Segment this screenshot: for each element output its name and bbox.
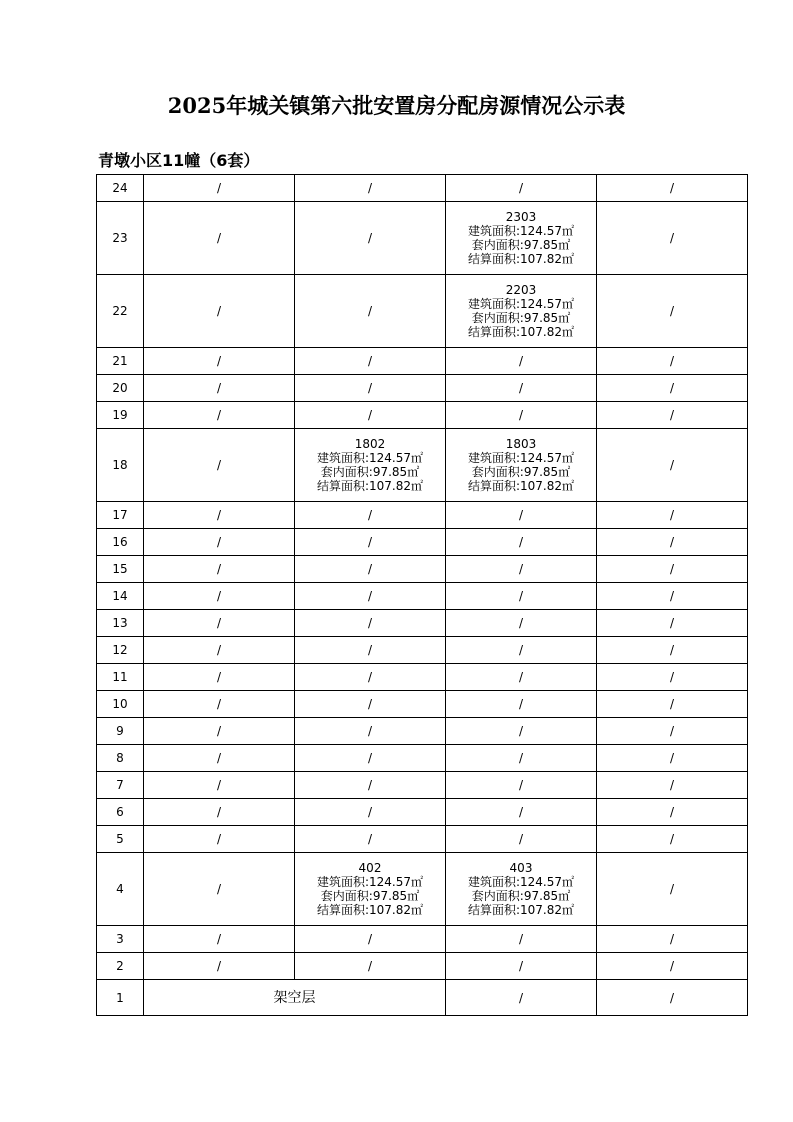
empty-cell: / <box>446 375 597 402</box>
empty-cell: / <box>597 799 748 826</box>
empty-cell: / <box>446 583 597 610</box>
empty-cell: / <box>446 556 597 583</box>
empty-cell: / <box>144 664 295 691</box>
empty-cell: / <box>446 799 597 826</box>
empty-cell: / <box>446 953 597 980</box>
empty-cell: / <box>144 375 295 402</box>
floor-number: 14 <box>97 583 144 610</box>
table-row <box>97 853 748 926</box>
empty-cell: / <box>597 502 748 529</box>
empty-cell: / <box>597 926 748 953</box>
empty-cell: / <box>295 718 446 745</box>
unit-settle-area: 结算面积:107.82㎡ <box>316 903 424 917</box>
empty-cell: / <box>446 175 597 202</box>
table-row <box>97 826 748 853</box>
empty-cell: / <box>144 502 295 529</box>
empty-cell: / <box>144 826 295 853</box>
unit-building-area: 建筑面积:124.57㎡ <box>467 224 575 238</box>
table-row <box>97 529 748 556</box>
empty-cell: / <box>295 926 446 953</box>
floor-number: 22 <box>97 275 144 348</box>
empty-cell: / <box>295 275 446 348</box>
unit-building-area: 建筑面积:124.57㎡ <box>467 451 575 465</box>
empty-cell: / <box>144 583 295 610</box>
empty-cell: / <box>446 745 597 772</box>
unit-cell <box>446 275 597 348</box>
table-row <box>97 556 748 583</box>
table-row <box>97 691 748 718</box>
unit-inner-area: 套内面积:97.85㎡ <box>471 311 571 325</box>
unit-building-area: 建筑面积:124.57㎡ <box>467 875 575 889</box>
table-row <box>97 637 748 664</box>
empty-cell: / <box>144 556 295 583</box>
empty-cell: / <box>295 375 446 402</box>
empty-cell: / <box>597 772 748 799</box>
empty-cell: / <box>144 610 295 637</box>
empty-cell: / <box>446 402 597 429</box>
empty-cell: / <box>446 637 597 664</box>
unit-number: 403 <box>509 861 533 875</box>
building-title: 青墩小区11幢（6套） <box>98 151 260 170</box>
empty-cell: / <box>295 637 446 664</box>
empty-cell: / <box>144 637 295 664</box>
unit-number: 2303 <box>505 210 537 224</box>
housing-allocation-table <box>96 174 748 1016</box>
pilotis-label: 架空层 <box>144 980 446 1016</box>
floor-number: 24 <box>97 175 144 202</box>
unit-inner-area: 套内面积:97.85㎡ <box>320 889 420 903</box>
empty-cell: / <box>597 175 748 202</box>
empty-cell: / <box>144 718 295 745</box>
table-row <box>97 402 748 429</box>
table-row <box>97 175 748 202</box>
empty-cell: / <box>295 799 446 826</box>
floor-number: 4 <box>97 853 144 926</box>
table-row <box>97 610 748 637</box>
page-title: 2025年城关镇第六批安置房分配房源情况公示表 <box>167 93 626 118</box>
table-row <box>97 772 748 799</box>
empty-cell: / <box>295 402 446 429</box>
unit-settle-area: 结算面积:107.82㎡ <box>467 903 575 917</box>
empty-cell: / <box>295 772 446 799</box>
empty-cell: / <box>597 691 748 718</box>
table-row <box>97 745 748 772</box>
empty-cell: / <box>295 664 446 691</box>
table-row <box>97 202 748 275</box>
empty-cell: / <box>597 980 748 1016</box>
table-row <box>97 348 748 375</box>
floor-number: 20 <box>97 375 144 402</box>
floor-number: 23 <box>97 202 144 275</box>
empty-cell: / <box>144 275 295 348</box>
empty-cell: / <box>446 529 597 556</box>
table-row <box>97 429 748 502</box>
unit-inner-area: 套内面积:97.85㎡ <box>320 465 420 479</box>
unit-number: 1803 <box>505 437 537 451</box>
unit-cell <box>295 853 446 926</box>
empty-cell: / <box>597 402 748 429</box>
empty-cell: / <box>144 745 295 772</box>
empty-cell: / <box>144 853 295 926</box>
table-row <box>97 799 748 826</box>
empty-cell: / <box>295 502 446 529</box>
floor-number: 3 <box>97 926 144 953</box>
floor-number: 17 <box>97 502 144 529</box>
empty-cell: / <box>597 853 748 926</box>
empty-cell: / <box>446 691 597 718</box>
table-row <box>97 926 748 953</box>
empty-cell: / <box>295 610 446 637</box>
empty-cell: / <box>295 691 446 718</box>
unit-inner-area: 套内面积:97.85㎡ <box>471 889 571 903</box>
unit-settle-area: 结算面积:107.82㎡ <box>467 325 575 339</box>
empty-cell: / <box>597 202 748 275</box>
empty-cell: / <box>446 718 597 745</box>
empty-cell: / <box>446 502 597 529</box>
empty-cell: / <box>144 402 295 429</box>
empty-cell: / <box>597 529 748 556</box>
floor-number: 6 <box>97 799 144 826</box>
unit-settle-area: 结算面积:107.82㎡ <box>467 252 575 266</box>
unit-cell <box>446 429 597 502</box>
unit-building-area: 建筑面积:124.57㎡ <box>467 297 575 311</box>
floor-number: 9 <box>97 718 144 745</box>
floor-number: 2 <box>97 953 144 980</box>
empty-cell: / <box>295 202 446 275</box>
empty-cell: / <box>597 348 748 375</box>
floor-number: 16 <box>97 529 144 556</box>
empty-cell: / <box>446 664 597 691</box>
empty-cell: / <box>597 556 748 583</box>
floor-number: 15 <box>97 556 144 583</box>
empty-cell: / <box>446 772 597 799</box>
unit-inner-area: 套内面积:97.85㎡ <box>471 238 571 252</box>
empty-cell: / <box>597 429 748 502</box>
empty-cell: / <box>295 175 446 202</box>
table-row <box>97 980 748 1016</box>
empty-cell: / <box>144 799 295 826</box>
table-row <box>97 502 748 529</box>
unit-cell <box>295 429 446 502</box>
empty-cell: / <box>597 664 748 691</box>
empty-cell: / <box>446 980 597 1016</box>
empty-cell: / <box>144 953 295 980</box>
empty-cell: / <box>597 745 748 772</box>
floor-number: 18 <box>97 429 144 502</box>
floor-number: 21 <box>97 348 144 375</box>
unit-inner-area: 套内面积:97.85㎡ <box>471 465 571 479</box>
empty-cell: / <box>446 610 597 637</box>
table-body <box>97 175 748 1016</box>
table-row <box>97 375 748 402</box>
empty-cell: / <box>295 583 446 610</box>
floor-number: 7 <box>97 772 144 799</box>
empty-cell: / <box>597 275 748 348</box>
empty-cell: / <box>446 926 597 953</box>
floor-number: 13 <box>97 610 144 637</box>
empty-cell: / <box>597 826 748 853</box>
empty-cell: / <box>144 926 295 953</box>
empty-cell: / <box>144 429 295 502</box>
floor-number: 1 <box>97 980 144 1016</box>
empty-cell: / <box>144 529 295 556</box>
unit-number: 1802 <box>354 437 386 451</box>
table-row <box>97 664 748 691</box>
empty-cell: / <box>295 529 446 556</box>
unit-number: 402 <box>358 861 382 875</box>
floor-number: 19 <box>97 402 144 429</box>
empty-cell: / <box>446 348 597 375</box>
unit-building-area: 建筑面积:124.57㎡ <box>316 451 424 465</box>
unit-number: 2203 <box>505 283 537 297</box>
table-row <box>97 583 748 610</box>
empty-cell: / <box>295 826 446 853</box>
unit-building-area: 建筑面积:124.57㎡ <box>316 875 424 889</box>
empty-cell: / <box>597 637 748 664</box>
empty-cell: / <box>597 718 748 745</box>
empty-cell: / <box>144 202 295 275</box>
floor-number: 5 <box>97 826 144 853</box>
floor-number: 10 <box>97 691 144 718</box>
empty-cell: / <box>597 375 748 402</box>
table-row <box>97 953 748 980</box>
empty-cell: / <box>144 772 295 799</box>
floor-number: 11 <box>97 664 144 691</box>
empty-cell: / <box>597 583 748 610</box>
empty-cell: / <box>295 953 446 980</box>
empty-cell: / <box>597 953 748 980</box>
unit-settle-area: 结算面积:107.82㎡ <box>467 479 575 493</box>
empty-cell: / <box>295 745 446 772</box>
empty-cell: / <box>295 348 446 375</box>
empty-cell: / <box>597 610 748 637</box>
table-row <box>97 718 748 745</box>
empty-cell: / <box>144 175 295 202</box>
floor-number: 12 <box>97 637 144 664</box>
empty-cell: / <box>144 691 295 718</box>
empty-cell: / <box>295 556 446 583</box>
empty-cell: / <box>144 348 295 375</box>
unit-settle-area: 结算面积:107.82㎡ <box>316 479 424 493</box>
unit-cell <box>446 853 597 926</box>
unit-cell <box>446 202 597 275</box>
table-row <box>97 275 748 348</box>
floor-number: 8 <box>97 745 144 772</box>
empty-cell: / <box>446 826 597 853</box>
